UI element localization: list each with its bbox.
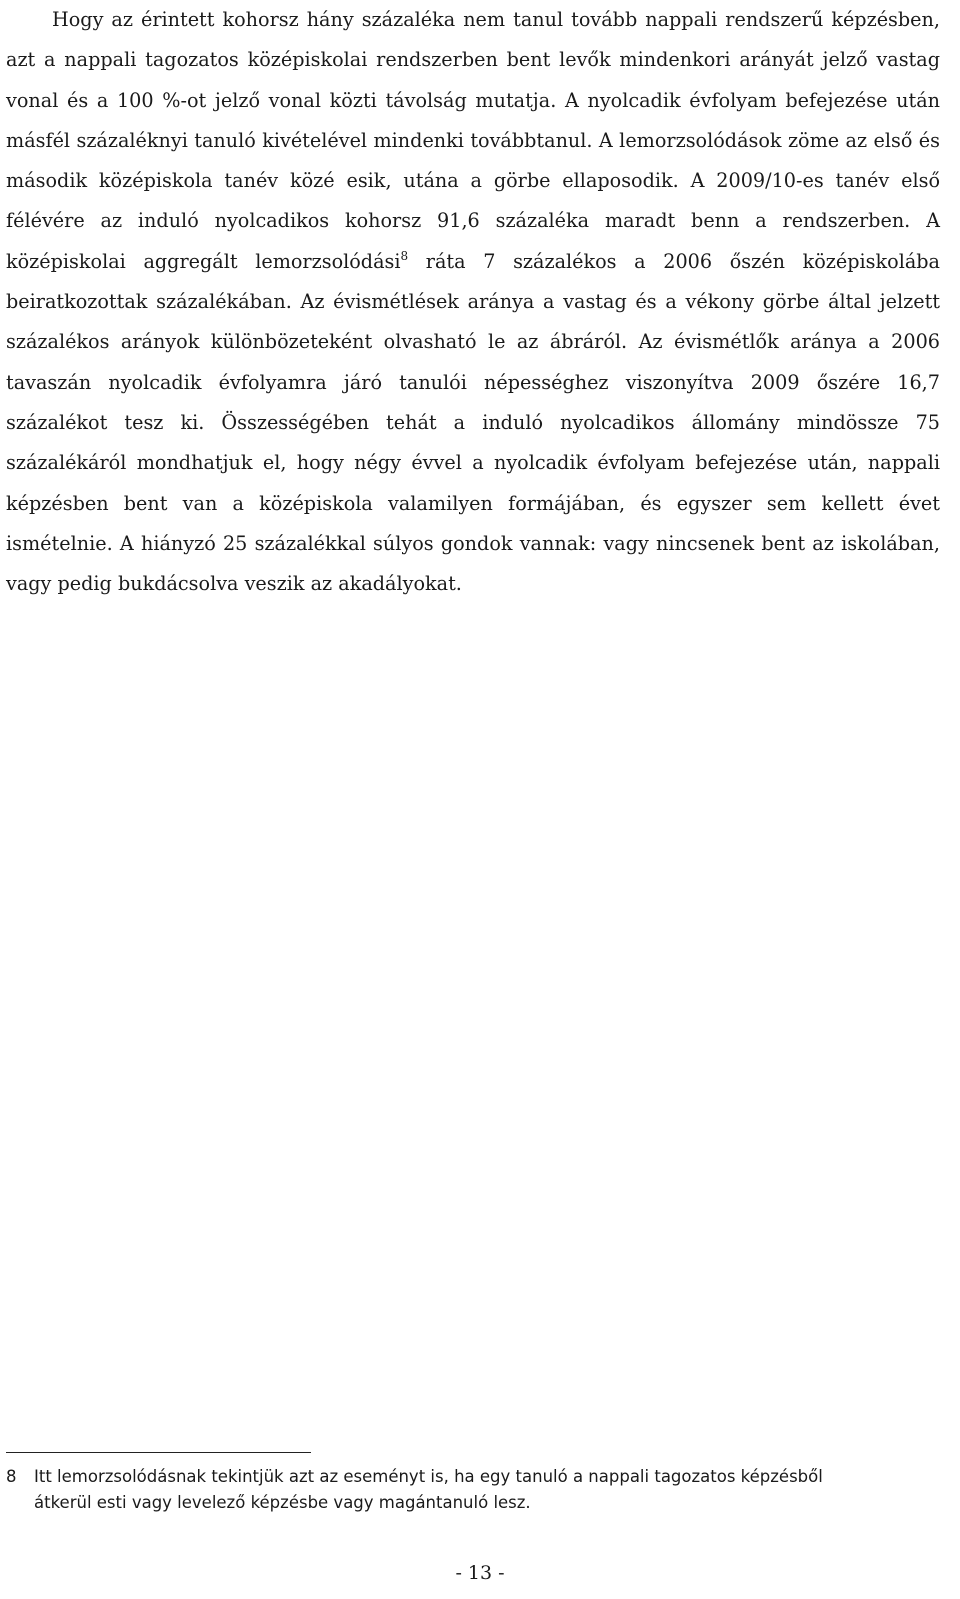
paragraph-text-part1: Hogy az érintett kohorsz hány százaléka nem tanul tovább nappali rendszerű képzésben, azt a nappali tagozatos középiskolai rendszerben bent levők mindenkori arányát jelző vastag vonal és a 100 %-ot jelző vonal közti távolság mutatja. A nyolcadik évfolyam befejezése után másfél százaléknyi tanuló kivételével mindenki továbbtanul. A lemorzsolódások zöme az első és második középiskola tanév közé esik, utána a görbe ellaposodik. A 2009/10-es tanév első félévére az induló nyolcadikos kohorsz 91,6 százaléka maradt benn a rendszerben. A középiskolai aggregált lemorzsolódási	[6, 8, 940, 273]
footnote	[6, 1464, 940, 1516]
footnote-reference[interactable]: 8	[400, 248, 409, 263]
page-number: - 13 -	[455, 1562, 505, 1584]
paragraph-text-part2: ráta 7 százalékos a 2006 őszén középiskolába beiratkozottak százalékában. Az évismétlések aránya a vastag és a vékony görbe által jelzett százalékos arányok különbözeteként olvasható le az ábráról. Az évismétlők aránya a 2006 tavaszán nyolcadik évfolyamra járó tanulói népességhez viszonyítva 2009 őszére 16,7 százalékot tesz ki. Összességében tehát a induló nyolcadikos állomány mindössze 75 százalékáról mondhatjuk el, hogy négy évvel a nyolcadik évfolyam befejezése után, nappali képzésben bent van a középiskola valamilyen formájában, és egyszer sem kellett évet ismételnie. A hiányzó 25 százalékkal súlyos gondok vannak: vagy nincsenek bent az iskolában, vagy pedig bukdácsolva veszik az akadályokat.	[6, 249, 940, 596]
footnote-number: 8	[6, 1467, 17, 1486]
footnote-line-2: átkerül esti vagy levelező képzésbe vagy magántanuló lesz.	[34, 1493, 531, 1512]
body-paragraph	[6, 0, 940, 604]
footnote-line-1: Itt lemorzsolódásnak tekintjük azt az eseményt is, ha egy tanuló a nappali tagozatos képzésből	[34, 1467, 823, 1486]
footnote-separator	[6, 1452, 311, 1453]
